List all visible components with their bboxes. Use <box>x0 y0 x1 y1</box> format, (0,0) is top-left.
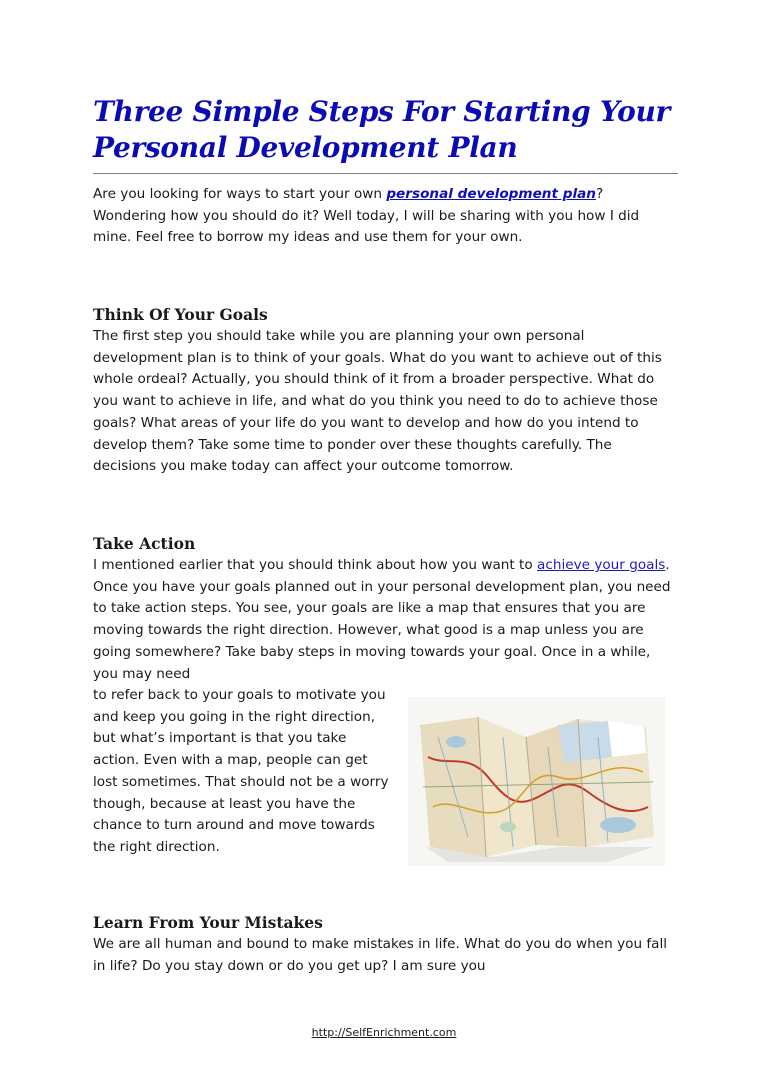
section-heading-action: Take Action <box>93 534 196 553</box>
section-mistakes-paragraph: We are all human and bound to make mistakes in life. What do you do when you fall in life? Do you stay down or do you get up? I am sure you <box>93 936 668 974</box>
intro-text-after: ? Wondering how you should do it? Well today, I will be sharing with you how I did mine. Feel free to borrow my ideas and use them for your own. <box>93 186 640 246</box>
section-heading-goals: Think Of Your Goals <box>93 305 268 324</box>
section-action-paragraph <box>93 555 678 685</box>
footer-url-link[interactable]: http://SelfEnrichment.com <box>311 1026 457 1039</box>
intro-paragraph <box>93 184 678 249</box>
achieve-your-goals-link[interactable]: achieve your goals <box>537 557 666 573</box>
intro-text-before: Are you looking for ways to start your own <box>93 186 387 202</box>
title-divider <box>93 173 678 174</box>
section-heading-mistakes: Learn From Your Mistakes <box>93 913 323 932</box>
section-action-wrapped-paragraph: to refer back to your goals to motivate you and keep you going in the right direction, but what’s important is that you take action. Even with a map, people can get lost sometimes. That should not be a worry though, because at least you have the chance to turn around and move towards the right direction. <box>93 687 389 855</box>
page-title: Three Simple Steps For Starting Your Personal Development Plan <box>93 95 671 164</box>
folded-map-illustration <box>408 697 665 866</box>
action-text-before: I mentioned earlier that you should think about how you want to <box>93 557 538 573</box>
personal-development-plan-link[interactable]: personal development plan <box>386 186 596 202</box>
section-goals-paragraph: The first step you should take while you are planning your own personal development plan is to think of your goals. What do you want to achieve out of this whole ordeal? Actually, you should think of it from a broader perspective. What do you want to achieve in life, and what do you think you need to do to achieve those goals? What areas of your life do you want to develop and how do you intend to develop them? Take some time to ponder over these thoughts carefully. The decisions you make today can affect your outcome tomorrow. <box>93 328 662 475</box>
folded-map-image <box>408 697 665 866</box>
page-footer <box>0 1026 768 1039</box>
action-text-after: . Once you have your goals planned out in your personal development plan, you need to take action steps. You see, your goals are like a map that ensures that you are moving towards the right direction. However, what good is a map unless you are going somewhere? Take baby steps in moving towards your goal. Once in a while, you may need <box>93 557 671 682</box>
